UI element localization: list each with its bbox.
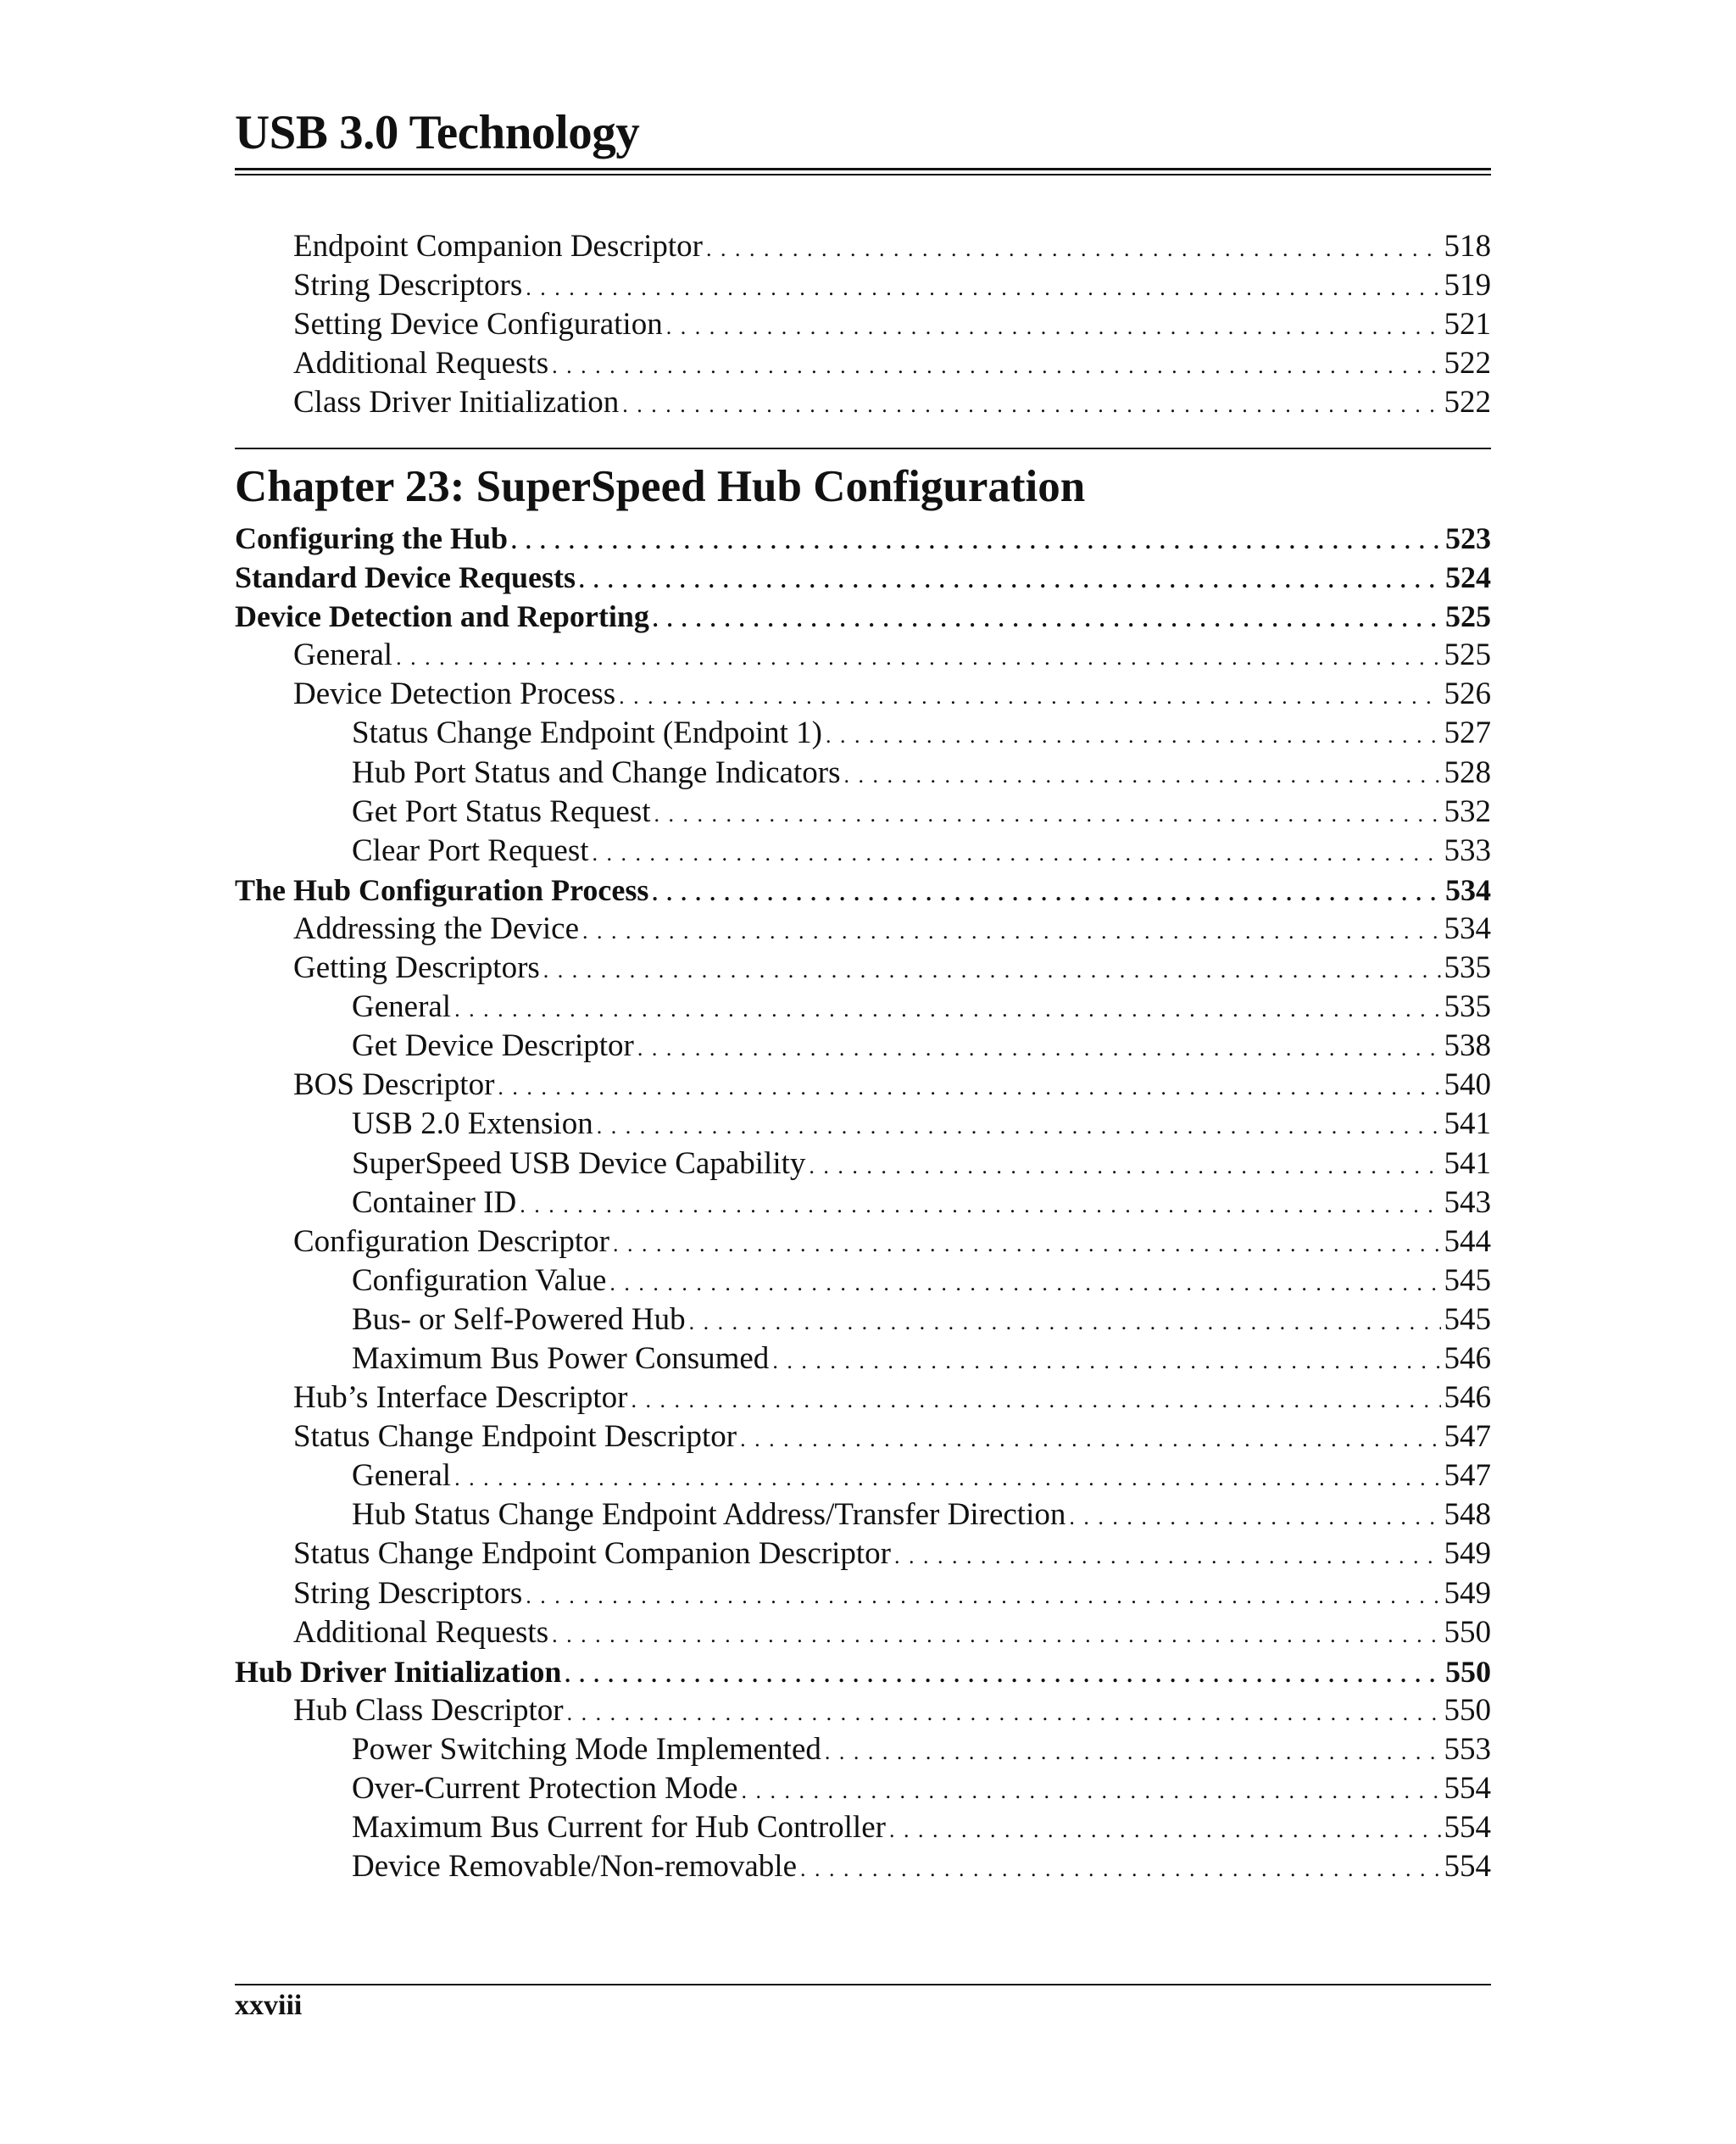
toc-entry-title: Hub Status Change Endpoint Address/Transfer Direction xyxy=(352,1497,1066,1533)
toc-entry-page: 519 xyxy=(1444,268,1491,304)
toc-entry-title: String Descriptors xyxy=(293,268,523,304)
toc-entry-title: Hub’s Interface Descriptor xyxy=(293,1380,628,1416)
dot-leader xyxy=(593,834,1441,871)
toc-entry-title: Additional Requests xyxy=(293,346,549,381)
dot-leader xyxy=(543,951,1441,988)
dot-leader xyxy=(582,912,1440,949)
toc-entry-page: 553 xyxy=(1444,1731,1491,1767)
toc-entry-page: 527 xyxy=(1444,716,1491,751)
toc-entry xyxy=(235,1144,1491,1183)
toc-entry-page: 525 xyxy=(1445,599,1491,634)
dot-leader xyxy=(520,1186,1440,1222)
dot-leader xyxy=(526,1577,1440,1613)
toc-entry xyxy=(235,675,1491,714)
toc-entry-page: 545 xyxy=(1444,1301,1491,1337)
toc-entry-title: Configuration Descriptor xyxy=(293,1223,609,1259)
dot-leader xyxy=(826,716,1441,753)
toc-entry-title: Setting Device Configuration xyxy=(293,307,663,342)
toc-entry-page: 554 xyxy=(1444,1810,1491,1846)
header-double-rule xyxy=(235,168,1491,175)
toc-entry-page: 550 xyxy=(1444,1692,1491,1728)
toc-entry xyxy=(235,1027,1491,1066)
toc-entry-title: Class Driver Initialization xyxy=(293,385,620,420)
dot-leader xyxy=(552,1616,1440,1652)
dot-leader xyxy=(772,1342,1440,1378)
toc-entry-title: Status Change Endpoint (Endpoint 1) xyxy=(352,716,822,751)
toc-entry-page: 534 xyxy=(1444,911,1491,946)
toc-entry-page: 532 xyxy=(1444,794,1491,829)
dot-leader xyxy=(619,677,1440,714)
toc-entry xyxy=(235,1769,1491,1808)
dot-leader xyxy=(511,522,1442,558)
dot-leader xyxy=(454,990,1440,1027)
toc-entry-page: 528 xyxy=(1444,755,1491,790)
dot-leader xyxy=(597,1107,1441,1144)
toc-entry-page: 523 xyxy=(1445,521,1491,555)
dot-leader xyxy=(396,638,1440,675)
dot-leader xyxy=(652,874,1442,910)
toc-entry-title: General xyxy=(293,638,393,673)
toc-entry-page: 554 xyxy=(1444,1771,1491,1806)
toc-entry xyxy=(235,1652,1491,1691)
toc-entry-page: 522 xyxy=(1444,346,1491,381)
toc-entry-page: 540 xyxy=(1444,1067,1491,1103)
toc-entry-page: 522 xyxy=(1444,385,1491,420)
dot-leader xyxy=(622,386,1440,422)
toc-entry-page: 544 xyxy=(1444,1223,1491,1259)
dot-leader xyxy=(567,1694,1441,1730)
dot-leader xyxy=(526,269,1440,305)
dot-leader xyxy=(809,1147,1440,1183)
toc-entry xyxy=(235,1183,1491,1222)
chapter-title: Chapter 23: SuperSpeed Hub Configuration xyxy=(235,462,1086,511)
toc-entry-page: 554 xyxy=(1444,1849,1491,1885)
toc-entry-page: 524 xyxy=(1445,560,1491,595)
toc-entry xyxy=(235,1222,1491,1261)
toc-entry xyxy=(235,1339,1491,1378)
dot-leader xyxy=(800,1850,1441,1886)
dot-leader xyxy=(825,1733,1441,1769)
toc-entry-page: 550 xyxy=(1445,1654,1491,1689)
toc-entry-title: General xyxy=(352,1458,452,1494)
toc-entry-page: 545 xyxy=(1444,1262,1491,1298)
dot-leader xyxy=(454,1459,1440,1495)
toc-entry-page: 534 xyxy=(1445,872,1491,907)
toc-entry-page: 547 xyxy=(1444,1458,1491,1494)
dot-leader xyxy=(889,1811,1441,1847)
toc-entry xyxy=(235,1534,1491,1573)
dot-leader xyxy=(552,347,1440,383)
toc-entry-page: 548 xyxy=(1444,1497,1491,1533)
dot-leader xyxy=(637,1029,1441,1066)
toc-entry xyxy=(235,519,1491,558)
dot-leader xyxy=(1069,1498,1440,1534)
toc-entry-title: Hub Class Descriptor xyxy=(293,1692,564,1728)
toc-entry xyxy=(235,1378,1491,1417)
dot-leader xyxy=(498,1068,1440,1105)
toc-entry xyxy=(235,1574,1491,1613)
toc-entry xyxy=(235,1456,1491,1495)
toc-entry xyxy=(235,1730,1491,1769)
toc-previous-chapter-entries xyxy=(235,227,1491,422)
toc-entry-page: 549 xyxy=(1444,1536,1491,1572)
toc-entry-title: Device Detection and Reporting xyxy=(235,599,649,634)
toc-entry-title: Getting Descriptors xyxy=(293,950,540,986)
toc-entry xyxy=(235,988,1491,1027)
toc-entry-title: Addressing the Device xyxy=(293,911,580,946)
dot-leader xyxy=(609,1264,1440,1300)
toc-entry-page: 521 xyxy=(1444,307,1491,342)
dot-leader xyxy=(894,1537,1441,1573)
dot-leader xyxy=(653,600,1442,636)
toc-entry-page: 541 xyxy=(1444,1145,1491,1181)
dot-leader xyxy=(689,1303,1441,1339)
toc-entry xyxy=(235,1261,1491,1300)
toc-entry xyxy=(235,1066,1491,1105)
toc-entry-title: Bus- or Self-Powered Hub xyxy=(352,1301,686,1337)
toc-entry-page: 535 xyxy=(1444,950,1491,986)
toc-entry-page: 535 xyxy=(1444,989,1491,1025)
toc-entry-title: Status Change Endpoint Descriptor xyxy=(293,1419,737,1455)
toc-entry-title: Configuration Value xyxy=(352,1262,607,1298)
dot-leader xyxy=(844,756,1441,793)
toc-entry xyxy=(235,832,1491,871)
toc-entry-page: 533 xyxy=(1444,833,1491,868)
dot-leader xyxy=(654,795,1441,832)
toc-entry-title: General xyxy=(352,989,452,1025)
toc-entry-title: Power Switching Mode Implemented xyxy=(352,1731,821,1767)
toc-chapter-entries xyxy=(235,519,1491,1886)
toc-entry xyxy=(235,1691,1491,1730)
dot-leader xyxy=(632,1381,1441,1417)
toc-entry-title: Additional Requests xyxy=(293,1614,549,1650)
toc-entry-title: Hub Port Status and Change Indicators xyxy=(352,755,841,790)
toc-entry xyxy=(235,1417,1491,1456)
toc-entry xyxy=(235,1495,1491,1534)
toc-entry xyxy=(235,1847,1491,1886)
toc-entry-page: 538 xyxy=(1444,1028,1491,1064)
toc-entry-title: String Descriptors xyxy=(293,1575,523,1611)
toc-entry-title: USB 2.0 Extension xyxy=(352,1106,593,1142)
toc-entry-title: The Hub Configuration Process xyxy=(235,872,649,907)
footer-rule xyxy=(235,1984,1491,1985)
toc-entry xyxy=(235,793,1491,832)
toc-entry xyxy=(235,636,1491,675)
dot-leader xyxy=(740,1420,1440,1456)
dot-leader xyxy=(579,561,1442,597)
toc-entry-page: 518 xyxy=(1444,229,1491,264)
toc-entry xyxy=(235,227,1491,266)
toc-entry xyxy=(235,754,1491,793)
toc-entry-title: Clear Port Request xyxy=(352,833,589,868)
dot-leader xyxy=(613,1225,1441,1261)
toc-entry-title: Standard Device Requests xyxy=(235,560,576,595)
page-header xyxy=(235,103,1491,175)
toc-entry xyxy=(235,383,1491,422)
toc-entry-page: 541 xyxy=(1444,1106,1491,1142)
toc-entry xyxy=(235,558,1491,597)
toc-entry-title: Get Port Status Request xyxy=(352,794,651,829)
toc-entry xyxy=(235,910,1491,949)
dot-leader xyxy=(565,1656,1442,1691)
toc-entry-page: 546 xyxy=(1444,1380,1491,1416)
toc-entry xyxy=(235,1808,1491,1847)
toc-entry-title: Maximum Bus Power Consumed xyxy=(352,1340,770,1376)
toc-entry xyxy=(235,1300,1491,1339)
toc-entry-page: 525 xyxy=(1444,638,1491,673)
toc-entry-title: Configuring the Hub xyxy=(235,521,509,555)
toc-entry xyxy=(235,1105,1491,1144)
page-number: xxviii xyxy=(235,1990,303,2021)
toc-entry-title: Maximum Bus Current for Hub Controller xyxy=(352,1810,886,1846)
toc-entry xyxy=(235,305,1491,344)
dot-leader xyxy=(706,230,1441,266)
toc-entry-page: 526 xyxy=(1444,677,1491,712)
toc-entry-title: SuperSpeed USB Device Capability xyxy=(352,1145,806,1181)
toc-entry-title: Over-Current Protection Mode xyxy=(352,1771,738,1806)
book-title: USB 3.0 Technology xyxy=(235,106,640,159)
toc-entry-page: 549 xyxy=(1444,1575,1491,1611)
toc-entry-page: 550 xyxy=(1444,1614,1491,1650)
toc-entry-title: Status Change Endpoint Companion Descriptor xyxy=(293,1536,891,1572)
toc-entry xyxy=(235,1613,1491,1652)
toc-entry xyxy=(235,871,1491,910)
toc-entry-title: BOS Descriptor xyxy=(293,1067,495,1103)
chapter-divider xyxy=(235,448,1491,449)
toc-entry-page: 547 xyxy=(1444,1419,1491,1455)
toc-entry-title: Container ID xyxy=(352,1184,517,1220)
toc-entry-title: Get Device Descriptor xyxy=(352,1028,634,1064)
toc-entry xyxy=(235,949,1491,988)
toc-entry-title: Endpoint Companion Descriptor xyxy=(293,229,703,264)
toc-entry-title: Device Detection Process xyxy=(293,677,616,712)
toc-entry-page: 543 xyxy=(1444,1184,1491,1220)
toc-entry-title: Hub Driver Initialization xyxy=(235,1654,562,1689)
toc-entry-title: Device Removable/Non-removable xyxy=(352,1849,797,1885)
toc-entry xyxy=(235,714,1491,753)
toc-entry xyxy=(235,597,1491,636)
dot-leader xyxy=(666,308,1441,344)
toc-entry-page: 546 xyxy=(1444,1340,1491,1376)
dot-leader xyxy=(741,1772,1440,1808)
toc-entry xyxy=(235,344,1491,383)
toc-entry xyxy=(235,266,1491,305)
